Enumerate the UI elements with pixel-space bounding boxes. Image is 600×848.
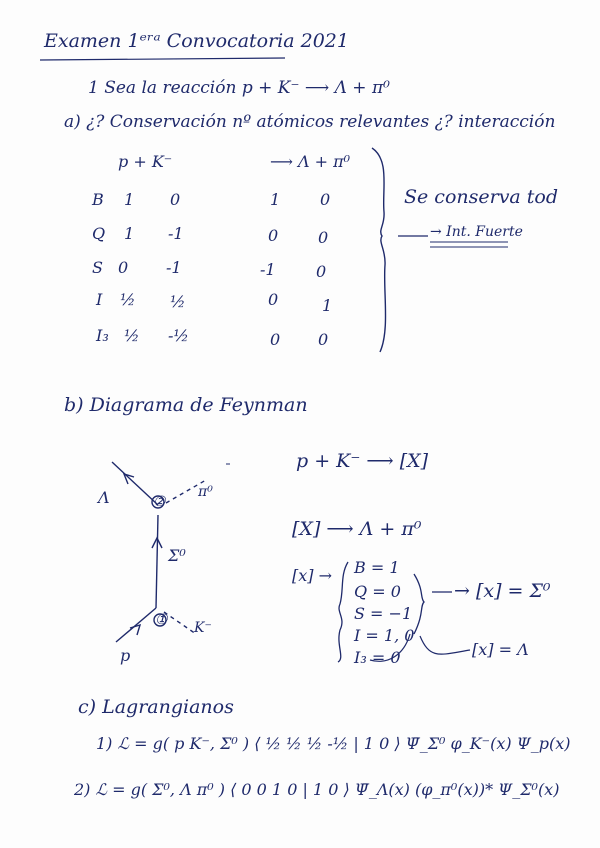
interaction-type: → Int. Fuerte [430,224,523,240]
cell: 0 [318,228,329,247]
step-2: [X] ⟶ Λ + π⁰ [292,518,422,540]
label-p: p [120,646,131,665]
cell: -1 [260,260,276,279]
conclusion-text: Se conserva tod [404,186,559,208]
cell: 1 [124,190,135,209]
cell: ½ [170,292,186,311]
x-arrow: [x] → [292,566,332,585]
qn-s: S = −1 [354,604,413,623]
cell: 0 [320,190,331,209]
cell: 0 [268,226,279,245]
cell: 1 [322,296,333,315]
table-header-lhs: p + K⁻ [118,152,173,171]
qn-q: Q = 0 [354,582,401,601]
cell: 0 [270,330,281,349]
cell: 0 [268,290,279,309]
vertex-2-label: ② [153,494,166,510]
lagrangian-2: 2) ℒ = g( Σ⁰, Λ π⁰ ) ⟨ 0 0 1 0 | 1 0 ⟩ Ψ̄_Λ(x) (φ_π⁰(x))* Ψ_Σ⁰(x) [74,780,560,799]
cell: -½ [168,326,189,345]
label-sigma0: Σ⁰ [168,546,186,565]
qn-b: B = 1 [354,558,400,577]
row-label: I₃ [96,326,109,345]
cell: 1 [270,190,281,209]
row-label: I [96,290,103,309]
lagrangian-1: 1) ℒ = g( p K⁻, Σ⁰ ) ⟨ ½ ½ ½ -½ | 1 0 ⟩ Ψ̄_Σ⁰ φ_K⁻(x) Ψ_p(x) [96,734,571,753]
cell: -1 [168,224,184,243]
x-lambda-result: [x] = Λ [472,640,529,659]
page-title: Examen 1ᵉʳᵃ Convocatoria 2021 [44,30,349,52]
row-label: S [92,258,103,277]
cell: 0 [118,258,129,277]
part-b-title: b) Diagrama de Feynman [64,394,308,416]
cell: 0 [316,262,327,281]
part-a-question: a) ¿? Conservación nº atómicos relevantes ¿? interacción [64,112,556,132]
table-header-rhs: ⟶ Λ + π⁰ [270,152,351,171]
part-c-title: c) Lagrangianos [78,696,234,718]
cell: 0 [318,330,329,349]
qn-i3: I₃ = 0 [354,648,401,667]
cell: 0 [170,190,181,209]
x-sigma-result: → [x] = Σ⁰ [454,580,551,602]
cell: ½ [124,326,140,345]
label-pi0: π⁰ [198,484,213,500]
step-1: p + K⁻ ⟶ [X] [296,450,429,472]
row-label: B [92,190,104,209]
cell: ½ [120,290,136,309]
label-kminus: K⁻ [194,620,212,636]
qn-i: I = 1, 0 [354,626,415,645]
cell: 1 [124,224,135,243]
reaction-statement: 1 Sea la reacción p + K⁻ ⟶ Λ + π⁰ [88,78,390,98]
cell: -1 [166,258,182,277]
vertex-1-label: ① [155,612,168,628]
row-label: Q [92,224,106,243]
label-lambda: Λ [98,488,110,507]
